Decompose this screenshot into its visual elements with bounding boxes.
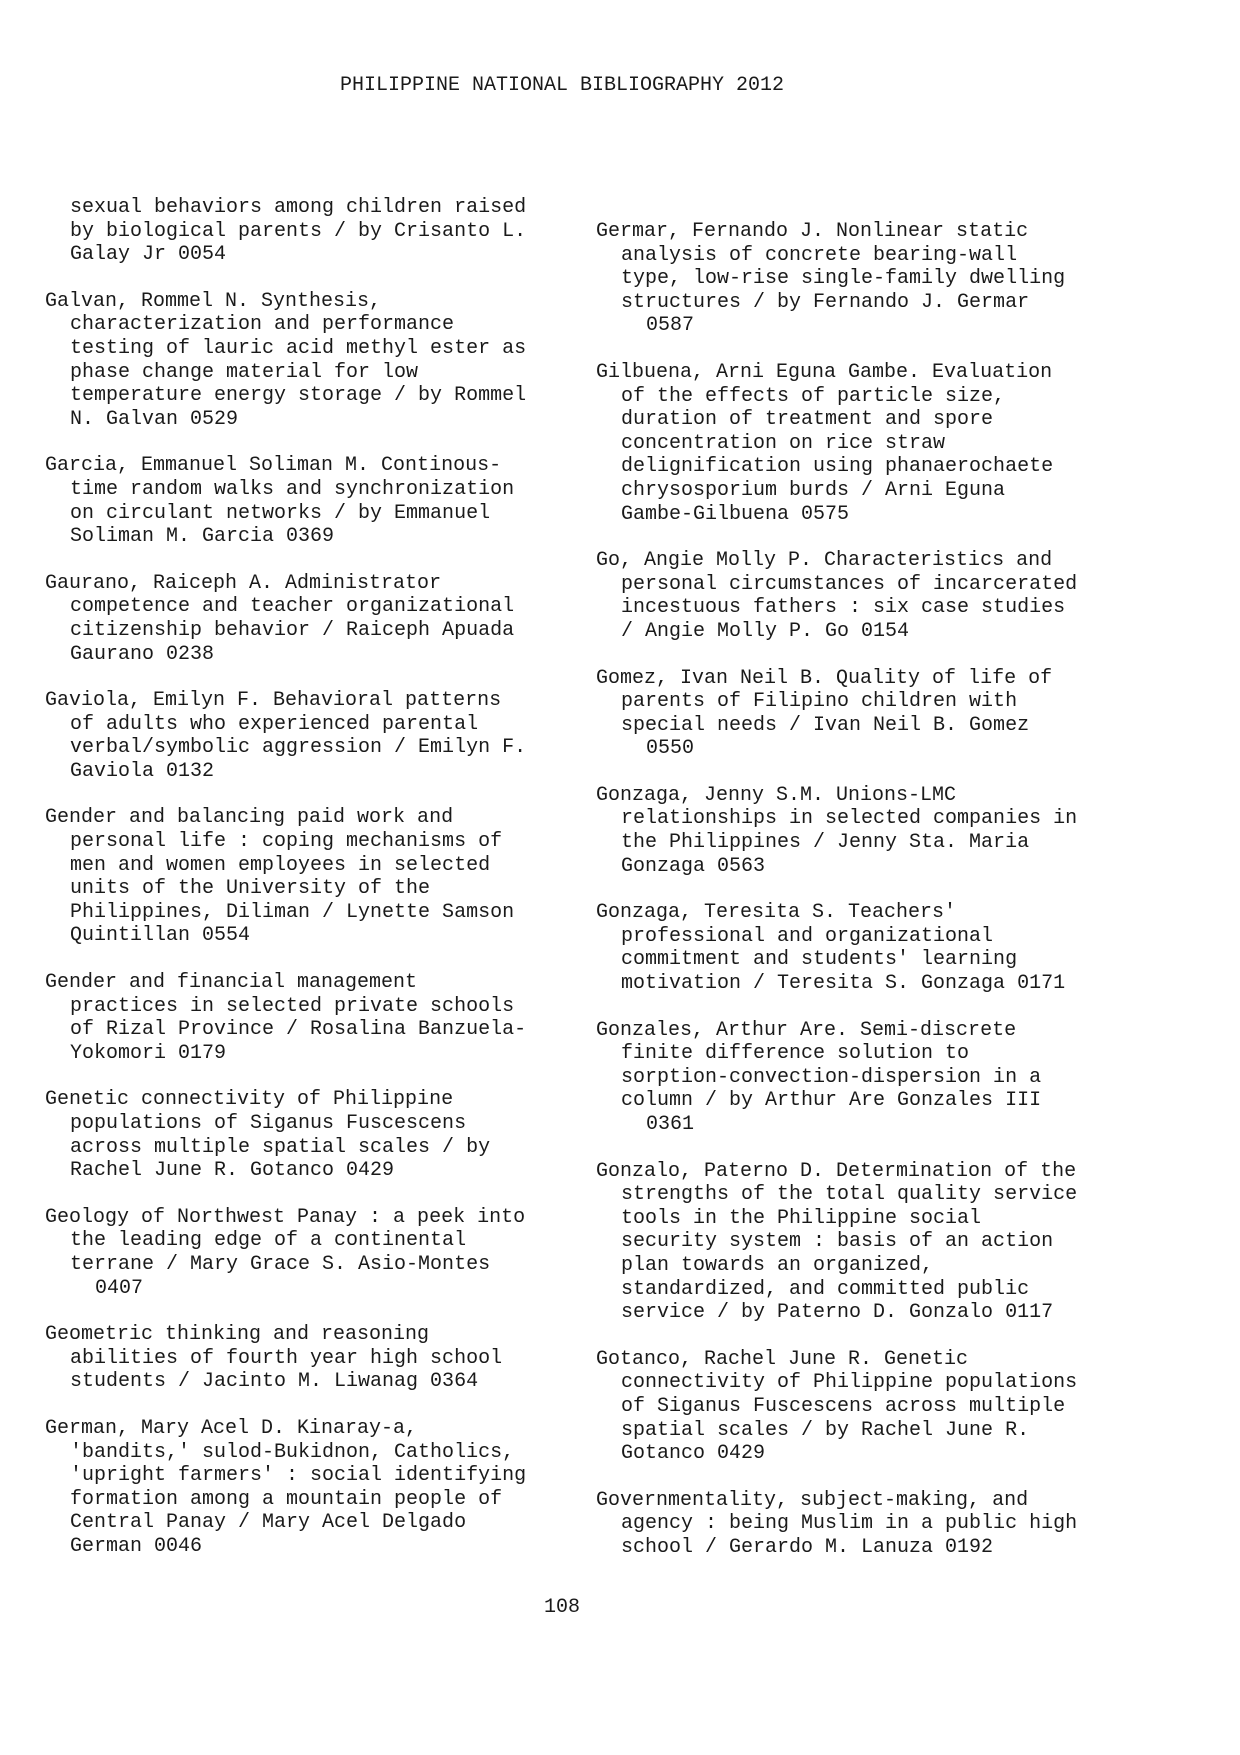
entry-line: column / by Arthur Are Gonzales III bbox=[621, 1089, 1042, 1113]
entry-line: Gonzales, Arthur Are. Semi-discrete bbox=[596, 1018, 1017, 1042]
entry-line: 0550 bbox=[646, 737, 695, 761]
entry-line: Gonzalo, Paterno D. Determination of the bbox=[596, 1159, 1077, 1183]
bibliography-entry bbox=[596, 1348, 1116, 1466]
bibliography-entry bbox=[596, 1019, 1116, 1137]
entry-line: spatial scales / by Rachel June R. bbox=[621, 1418, 1030, 1442]
bibliography-entry bbox=[596, 1160, 1116, 1325]
entry-line: Galay Jr 0054 bbox=[70, 243, 227, 267]
entry-line: motivation / Teresita S. Gonzaga 0171 bbox=[621, 972, 1066, 996]
bibliography-entry bbox=[45, 806, 565, 948]
entry-line: across multiple spatial scales / by bbox=[70, 1135, 491, 1159]
entry-line: practices in selected private schools bbox=[70, 994, 515, 1018]
entry-line: personal life : coping mechanisms of bbox=[70, 830, 503, 854]
entry-line: analysis of concrete bearing-wall bbox=[621, 243, 1018, 267]
entry-line: characterization and performance bbox=[70, 313, 455, 337]
bibliography-entry bbox=[45, 572, 565, 666]
entry-line: Gaviola, Emilyn F. Behavioral patterns bbox=[45, 689, 502, 713]
entry-line: Garcia, Emmanuel Soliman M. Continous- bbox=[45, 454, 502, 478]
bibliography-entry bbox=[45, 971, 565, 1065]
entry-line: German 0046 bbox=[70, 1534, 203, 1558]
entry-line: Gonzaga, Teresita S. Teachers' bbox=[596, 901, 957, 925]
entry-line: phase change material for low bbox=[70, 360, 419, 384]
bibliography-entry bbox=[596, 784, 1116, 878]
entry-line: Philippines, Diliman / Lynette Samson bbox=[70, 900, 515, 924]
page-header: PHILIPPINE NATIONAL BIBLIOGRAPHY 2012 bbox=[339, 74, 785, 97]
entry-line: temperature energy storage / by Rommel bbox=[70, 384, 527, 408]
entry-line: Governmentality, subject-making, and bbox=[596, 1488, 1029, 1512]
entry-line: Central Panay / Mary Acel Delgado bbox=[70, 1511, 467, 1535]
entry-line: chrysosporium burds / Arni Eguna bbox=[621, 478, 1006, 502]
bibliography-entry bbox=[45, 290, 565, 432]
entry-line: Yokomori 0179 bbox=[70, 1041, 227, 1065]
entry-line: on circulant networks / by Emmanuel bbox=[70, 501, 491, 525]
entry-line: / Angie Molly P. Go 0154 bbox=[621, 619, 910, 643]
entry-line: German, Mary Acel D. Kinaray-a, bbox=[45, 1416, 418, 1440]
entry-line: tools in the Philippine social bbox=[621, 1206, 982, 1230]
bibliography-entry bbox=[596, 220, 1116, 338]
entry-line: school / Gerardo M. Lanuza 0192 bbox=[621, 1535, 994, 1559]
entry-line: populations of Siganus Fuscescens bbox=[70, 1112, 467, 1135]
entry-line: Gaviola 0132 bbox=[70, 759, 215, 783]
bibliography-entry bbox=[45, 1323, 565, 1394]
entry-line: 0361 bbox=[646, 1113, 695, 1136]
entry-line: type, low-rise single-family dwelling bbox=[621, 267, 1066, 291]
entry-line: sorption-convection-dispersion in a bbox=[621, 1065, 1042, 1089]
bibliography-entry bbox=[45, 1088, 565, 1182]
entry-line: the leading edge of a continental bbox=[70, 1229, 467, 1253]
entry-line: plan towards an organized, bbox=[621, 1253, 934, 1277]
entry-line: competence and teacher organizational bbox=[70, 595, 515, 619]
entry-line: Galvan, Rommel N. Synthesis, bbox=[45, 289, 382, 313]
entry-line: Quintillan 0554 bbox=[70, 924, 251, 948]
entry-line: men and women employees in selected bbox=[70, 853, 491, 877]
entry-line: duration of treatment and spore bbox=[621, 408, 994, 432]
entry-line: Gilbuena, Arni Eguna Gambe. Evaluation bbox=[596, 360, 1053, 384]
entry-line: verbal/symbolic aggression / Emilyn F. bbox=[70, 736, 527, 760]
entry-line: special needs / Ivan Neil B. Gomez bbox=[621, 713, 1030, 737]
entry-line: testing of lauric acid methyl ester as bbox=[70, 336, 527, 360]
bibliography-entry bbox=[45, 1206, 565, 1300]
page-number: 108 bbox=[543, 1596, 580, 1619]
entry-line: N. Galvan 0529 bbox=[70, 407, 239, 431]
entry-line: units of the University of the bbox=[70, 877, 431, 901]
entry-line: Gaurano, Raiceph A. Administrator bbox=[45, 571, 442, 595]
bibliography-entry bbox=[596, 361, 1116, 526]
entry-line: security system : basis of an action bbox=[621, 1230, 1054, 1254]
entry-line: standardized, and committed public bbox=[621, 1277, 1030, 1301]
entry-line: concentration on rice straw bbox=[621, 431, 946, 455]
bibliography-entry bbox=[596, 901, 1116, 995]
entry-line: Rachel June R. Gotanco 0429 bbox=[70, 1159, 395, 1183]
entry-line: the Philippines / Jenny Sta. Maria bbox=[621, 831, 1030, 855]
bibliography-entry bbox=[596, 1489, 1116, 1560]
entry-line: sexual behaviors among children raised bbox=[70, 196, 527, 219]
entry-line: Gomez, Ivan Neil B. Quality of life of bbox=[596, 666, 1053, 690]
entry-line: Gender and balancing paid work and bbox=[45, 806, 454, 830]
entry-line: by biological parents / by Crisanto L. bbox=[70, 219, 527, 243]
entry-line: Gotanco 0429 bbox=[621, 1442, 766, 1466]
right-column bbox=[596, 220, 1116, 1583]
entry-line: of Rizal Province / Rosalina Banzuela- bbox=[70, 1018, 527, 1042]
entry-line: Go, Angie Molly P. Characteristics and bbox=[596, 549, 1053, 573]
entry-line: professional and organizational bbox=[621, 924, 994, 948]
bibliography-entry bbox=[45, 1417, 565, 1559]
entry-line: service / by Paterno D. Gonzalo 0117 bbox=[621, 1301, 1054, 1325]
entry-line: Geology of Northwest Panay : a peek into bbox=[45, 1205, 526, 1229]
entry-line: parents of Filipino children with bbox=[621, 690, 1018, 714]
entry-line: of the effects of particle size, bbox=[621, 384, 1006, 408]
entry-line: delignification using phanaerochaete bbox=[621, 455, 1054, 479]
left-column bbox=[45, 196, 565, 1582]
entry-line: incestuous fathers : six case studies bbox=[621, 596, 1066, 620]
bibliography-entry bbox=[45, 689, 565, 783]
entry-line: Geometric thinking and reasoning bbox=[45, 1323, 430, 1347]
entry-line: Soliman M. Garcia 0369 bbox=[70, 525, 335, 549]
entry-line: Gender and financial management bbox=[45, 971, 418, 995]
entry-line: students / Jacinto M. Liwanag 0364 bbox=[70, 1370, 479, 1394]
entry-line: Germar, Fernando J. Nonlinear static bbox=[596, 220, 1029, 243]
entry-line: finite difference solution to bbox=[621, 1042, 970, 1066]
entry-line: commitment and students' learning bbox=[621, 948, 1018, 972]
entry-line: 'upright farmers' : social identifying bbox=[70, 1464, 527, 1488]
entry-line: abilities of fourth year high school bbox=[70, 1346, 503, 1370]
bibliography-entry bbox=[45, 196, 565, 267]
entry-line: 'bandits,' sulod-Bukidnon, Catholics, bbox=[70, 1440, 515, 1464]
entry-line: citizenship behavior / Raiceph Apuada bbox=[70, 618, 515, 642]
entry-line: 0587 bbox=[646, 314, 695, 338]
bibliography-entry bbox=[45, 454, 565, 548]
entry-line: 0407 bbox=[95, 1276, 144, 1300]
entry-line: formation among a mountain people of bbox=[70, 1487, 503, 1511]
entry-line: relationships in selected companies in bbox=[621, 807, 1078, 831]
entry-line: time random walks and synchronization bbox=[70, 477, 515, 501]
entry-line: strengths of the total quality service bbox=[621, 1183, 1078, 1207]
entry-line: agency : being Muslim in a public high bbox=[621, 1512, 1078, 1536]
entry-line: Gotanco, Rachel June R. Genetic bbox=[596, 1347, 969, 1371]
entry-line: Gonzaga, Jenny S.M. Unions-LMC bbox=[596, 783, 957, 807]
entry-line: of adults who experienced parental bbox=[70, 712, 479, 736]
bibliography-entry bbox=[596, 667, 1116, 761]
entry-line: Genetic connectivity of Philippine bbox=[45, 1088, 454, 1112]
entry-line: connectivity of Philippine populations bbox=[621, 1371, 1078, 1395]
bibliography-entry bbox=[596, 549, 1116, 643]
entry-line: Gonzaga 0563 bbox=[621, 854, 766, 878]
entry-line: Gaurano 0238 bbox=[70, 642, 215, 666]
entry-line: personal circumstances of incarcerated bbox=[621, 572, 1078, 596]
entry-line: Gambe-Gilbuena 0575 bbox=[621, 502, 850, 526]
entry-line: of Siganus Fuscescens across multiple bbox=[621, 1394, 1066, 1418]
entry-line: structures / by Fernando J. Germar bbox=[621, 290, 1030, 314]
entry-line: terrane / Mary Grace S. Asio-Montes bbox=[70, 1252, 491, 1276]
